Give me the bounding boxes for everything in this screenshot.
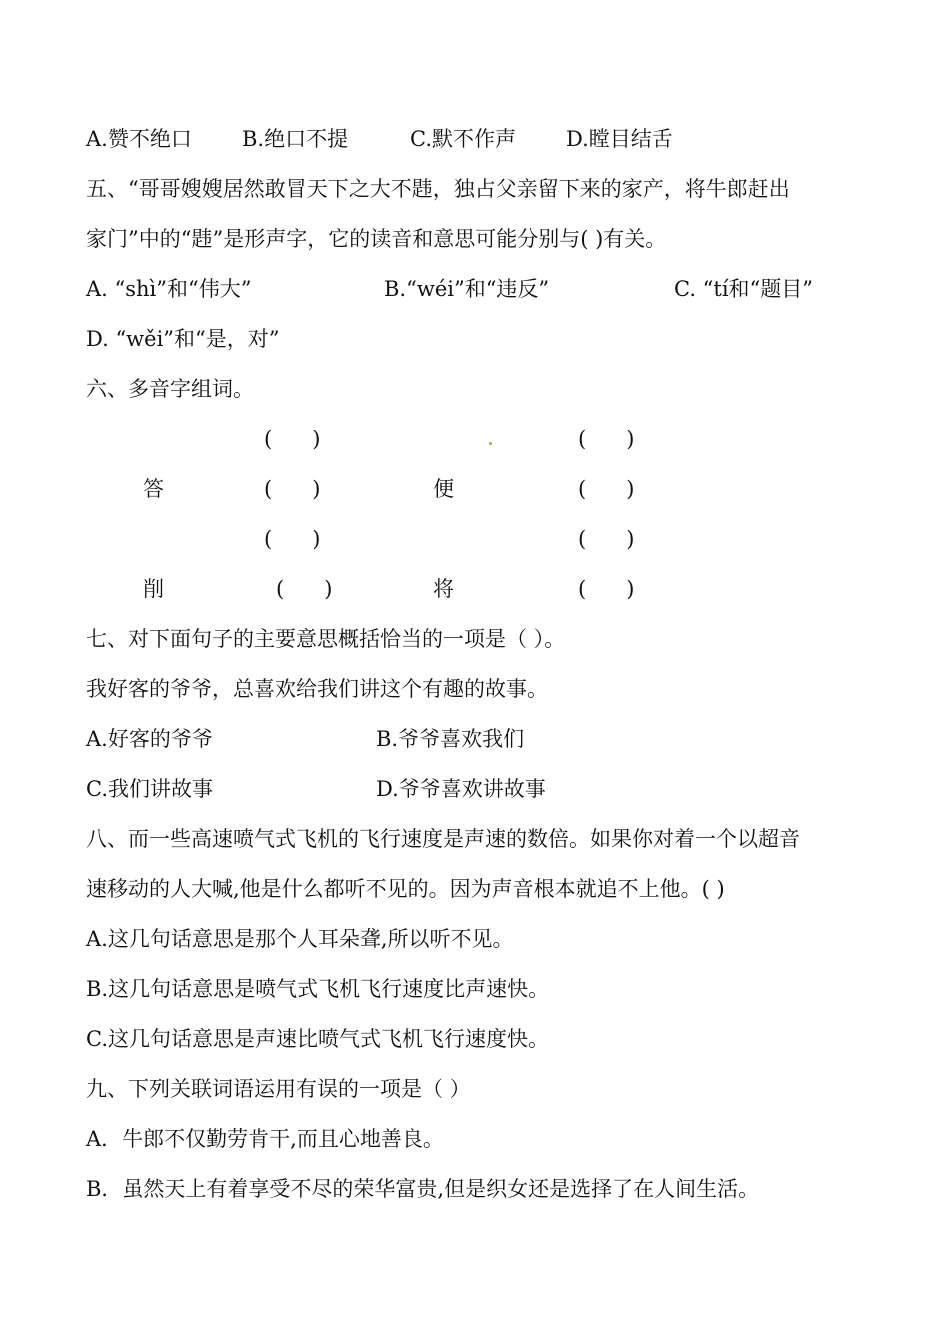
q8-option-c: C.这几句话意思是声速比喷气式飞机飞行速度快。	[86, 1027, 549, 1051]
q6-blank-bian-2: ( )	[578, 477, 635, 501]
q6-blank-jiang: ( )	[578, 577, 635, 601]
q4-option-a: A.赞不绝口	[86, 127, 192, 151]
q6-blank-xiao: ( )	[276, 577, 333, 601]
q5-option-d: D. “wěi”和“是，对”	[86, 327, 280, 351]
q8-text-line2: 速移动的人大喊,他是什么都听不见的。因为声音根本就追不上他。( )	[86, 877, 725, 901]
q7-option-b: B.爷爷喜欢我们	[376, 727, 525, 751]
q7-title: 七、对下面句子的主要意思概括恰当的一项是（ ）。	[86, 627, 566, 651]
q6-blank-da-2: ( )	[264, 477, 321, 501]
q5-option-c: C. “tí和“题目”	[674, 277, 814, 301]
q6-title: 六、多音字组词。	[86, 377, 254, 401]
q6-char-bian: 便	[433, 477, 454, 501]
q6-blank-da-1: ( )	[264, 427, 321, 451]
q6-blank-bian-1: ( )	[578, 427, 635, 451]
q8-text-line1: 八、而一些高速喷气式飞机的飞行速度是声速的数倍。如果你对着一个以超音	[86, 827, 800, 851]
q6-blank-bian-3: ( )	[578, 527, 635, 551]
q8-option-a: A.这几句话意思是那个人耳朵聋,所以听不见。	[86, 927, 514, 951]
q5-option-a: A. “shì”和“伟大”	[86, 277, 252, 301]
q5-text-line1: 五、“哥哥嫂嫂居然敢冒天下之大不韪，独占父亲留下来的家产，将牛郎赶出	[86, 177, 790, 201]
q4-option-c: C.默不作声	[410, 127, 516, 151]
q6-char-xiao: 削	[143, 577, 164, 601]
q9-option-b: B．虽然天上有着享受不尽的荣华富贵,但是织女还是选择了在人间生活。	[86, 1177, 760, 1201]
q8-option-b: B.这几句话意思是喷气式飞机飞行速度比声速快。	[86, 977, 550, 1001]
q6-char-da: 答	[143, 477, 164, 501]
q7-option-d: D.爷爷喜欢讲故事	[376, 777, 546, 801]
stray-dot	[489, 442, 492, 445]
q9-option-a: A．牛郎不仅勤劳肯干,而且心地善良。	[86, 1127, 444, 1151]
q4-option-d: D.瞠目结舌	[566, 127, 673, 151]
q5-text-line2: 家门”中的“韪”是形声字，它的读音和意思可能分别与( )有关。	[86, 227, 667, 251]
q6-char-jiang: 将	[433, 577, 454, 601]
q5-option-b: B.“wéi”和“违反”	[384, 277, 550, 301]
q9-title: 九、下列关联词语运用有误的一项是（ ）	[86, 1077, 471, 1101]
q7-option-a: A.好客的爷爷	[86, 727, 213, 751]
q7-option-c: C.我们讲故事	[86, 777, 213, 801]
q6-blank-da-3: ( )	[264, 527, 321, 551]
q4-option-b: B.绝口不提	[242, 127, 349, 151]
q7-sentence: 我好客的爷爷，总喜欢给我们讲这个有趣的故事。	[86, 677, 548, 701]
